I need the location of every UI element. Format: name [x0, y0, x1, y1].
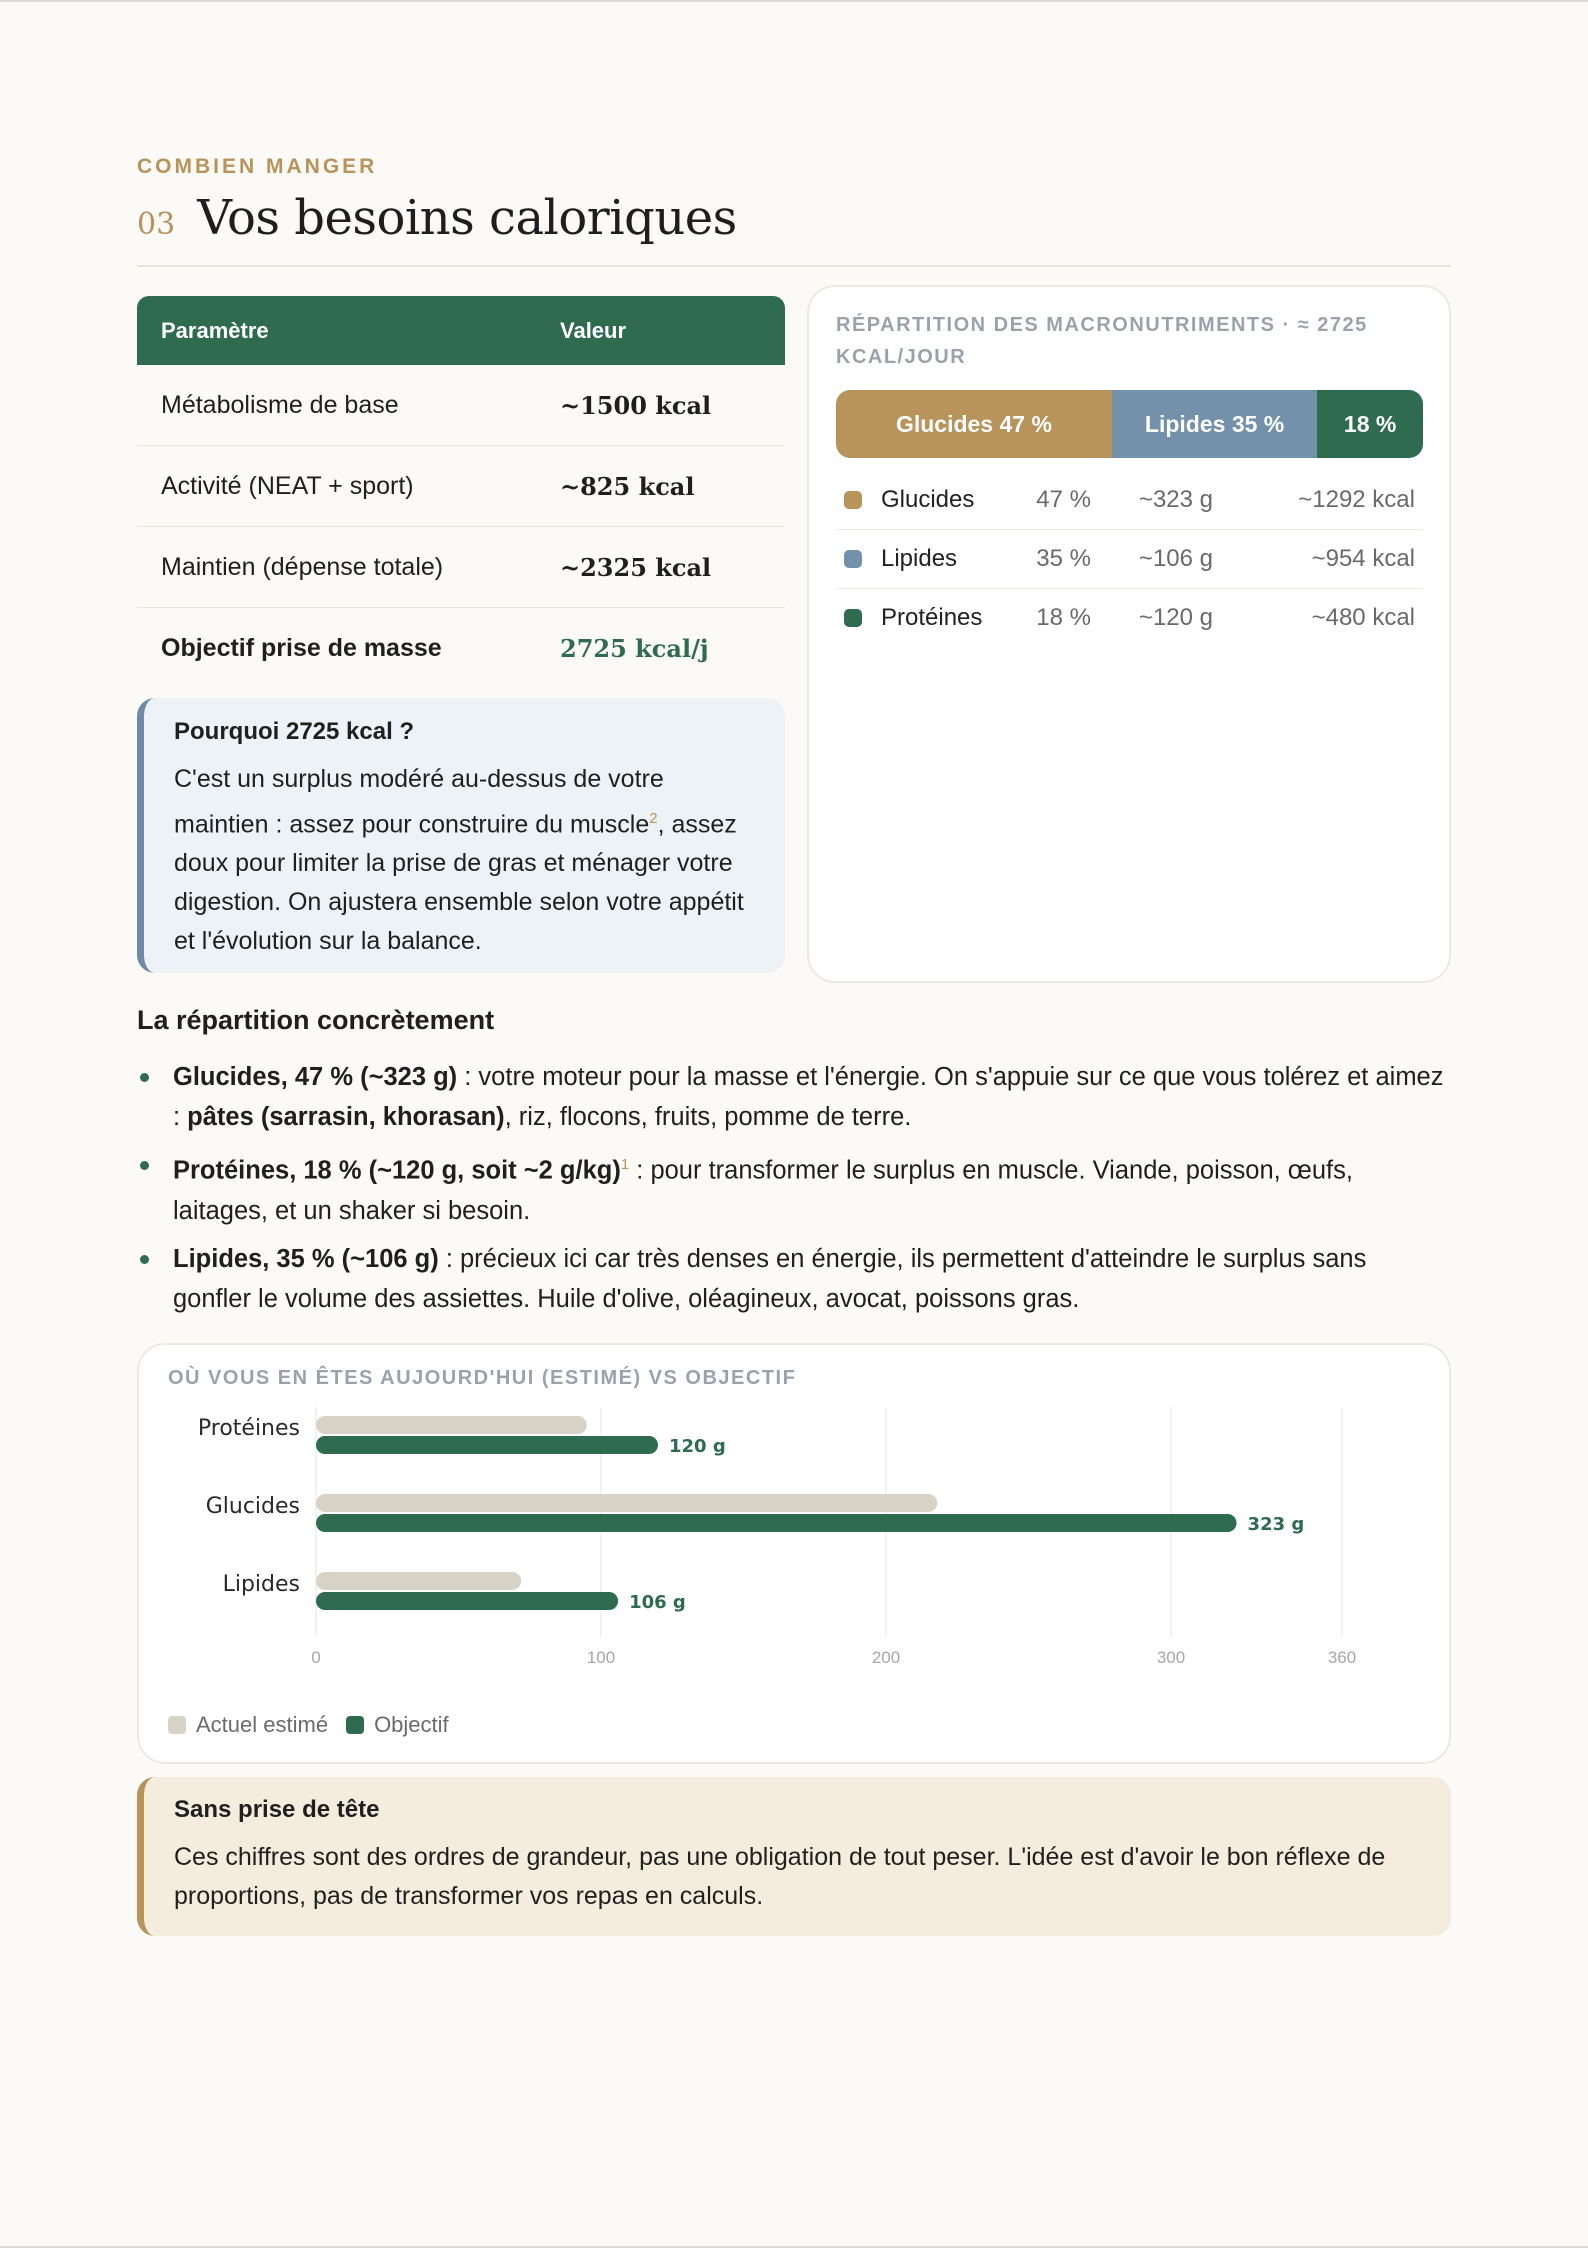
why-note-title: Pourquoi 2725 kcal ? — [174, 718, 415, 745]
calorie-table — [137, 296, 785, 688]
macro-kcal: ~480 kcal — [1311, 604, 1415, 631]
row-label: Objectif prise de masse — [161, 633, 442, 662]
table-row — [137, 446, 785, 527]
macro-kcal: ~954 kcal — [1311, 545, 1415, 572]
item-text: : votre moteur pour la masse et l'énergie. On s'appuie sur ce que vous tolérez et aimez : — [173, 1063, 1444, 1131]
table-header — [137, 296, 785, 365]
x-tick-label: 300 — [1156, 1648, 1186, 1667]
chart-title: OÙ VOUS EN ÊTES AUJOURD'HUI (ESTIMÉ) VS OBJECTIF — [168, 1367, 797, 1389]
section-number: 03 — [137, 207, 176, 242]
macro-grams: ~106 g — [1138, 545, 1213, 572]
footnote-ref[interactable]: 2 — [649, 810, 658, 827]
macro-color-swatch — [844, 491, 862, 509]
tip-note — [137, 1777, 1451, 1936]
why-note — [137, 698, 785, 973]
row-value: ~2325 kcal — [560, 552, 712, 582]
row-label: Métabolisme de base — [161, 390, 399, 419]
tip-note-text: Ces chiffres sont des ordres de grandeur, pas une obligation de tout peser. L'idée est d'avoir le bon réflexe de proportions, pas de transformer vos repas en calculs. — [174, 1843, 1386, 1910]
macro-segment-proteines: 18 % — [1317, 390, 1423, 458]
row-value: ~825 kcal — [560, 471, 695, 501]
title-divider — [137, 265, 1451, 267]
bar-actuel — [316, 1494, 937, 1512]
macro-row — [836, 589, 1423, 647]
macro-row — [836, 530, 1423, 589]
bar-objectif — [316, 1436, 658, 1454]
macro-name: Lipides — [881, 545, 958, 572]
item-text: : pour transformer le surplus en muscle. Viande, poisson, œufs, laitages, et un shaker si besoin. — [173, 1156, 1353, 1225]
item-bold: pâtes (sarrasin, khorasan) — [187, 1103, 505, 1131]
bar-value-label: 120 g — [669, 1436, 726, 1457]
macro-card — [807, 285, 1451, 983]
macro-percent: 35 % — [1036, 545, 1091, 572]
item-bold: Lipides, 35 % (~106 g) — [173, 1244, 439, 1273]
why-note-text — [174, 760, 759, 961]
why-note-text-part: , assez doux pour limiter la prise de gras et ménager votre digestion. On ajustera ensemble selon votre appétit et l'évolution sur la balance. — [174, 810, 744, 956]
list-item — [137, 1239, 1451, 1319]
table-row — [137, 527, 785, 608]
section-kicker: COMBIEN MANGER — [137, 155, 378, 178]
bar-value-label: 323 g — [1247, 1514, 1305, 1535]
tip-note-title: Sans prise de tête — [174, 1796, 380, 1823]
macro-name: Glucides — [881, 486, 975, 513]
legend-swatch-objectif — [346, 1716, 364, 1734]
chart-legend — [168, 1712, 449, 1738]
legend-label-objectif: Objectif — [374, 1712, 449, 1737]
macro-stacked-bar — [836, 390, 1423, 458]
category-label: Lipides — [222, 1572, 300, 1597]
page-title: Vos besoins caloriques — [197, 190, 737, 246]
macro-list — [836, 471, 1423, 647]
bar-value-label: 106 g — [629, 1592, 686, 1613]
macro-card-heading: RÉPARTITION DES MACRONUTRIMENTS · ≈ 2725 KCAL/JOUR — [836, 314, 1368, 368]
why-note-text-part: C'est un surplus modéré au-dessus de votre maintien : assez pour construire du muscle — [174, 765, 664, 839]
macro-segment-glucides: Glucides 47 % — [836, 390, 1112, 458]
x-tick-label: 360 — [1327, 1648, 1357, 1667]
footnote-ref[interactable]: 1 — [620, 1156, 630, 1173]
repartition-title: La répartition concrètement — [137, 1005, 495, 1035]
row-label: Maintien (dépense totale) — [161, 552, 444, 581]
list-item — [137, 1145, 1451, 1231]
bar-actuel — [316, 1572, 521, 1590]
bar-chart — [139, 1385, 1449, 1725]
macro-percent: 47 % — [1036, 486, 1091, 513]
bar-objectif — [316, 1514, 1237, 1532]
macro-kcal: ~1292 kcal — [1298, 486, 1415, 513]
table-row-goal — [137, 608, 785, 688]
chart-card — [137, 1343, 1451, 1764]
macro-grams: ~323 g — [1138, 486, 1213, 513]
list-item — [137, 1057, 1451, 1137]
x-tick-label: 0 — [311, 1648, 321, 1667]
row-value: 2725 kcal/j — [560, 633, 709, 663]
repartition-list — [137, 1057, 1451, 1327]
macro-segment-lipides: Lipides 35 % — [1112, 390, 1317, 458]
macro-grams: ~120 g — [1138, 604, 1213, 631]
table-row — [137, 365, 785, 446]
macro-color-swatch — [844, 550, 862, 568]
item-text: , riz, flocons, fruits, pomme de terre. — [504, 1103, 912, 1131]
bar-objectif — [316, 1592, 618, 1610]
macro-name: Protéines — [881, 604, 983, 631]
item-bold: Glucides, 47 % (~323 g) — [173, 1063, 458, 1091]
x-tick-label: 200 — [871, 1648, 901, 1667]
row-label: Activité (NEAT + sport) — [161, 471, 414, 500]
row-value: ~1500 kcal — [560, 390, 712, 420]
item-text: : précieux ici car très denses en énergie, ils permettent d'atteindre le surplus sans gonfler le volume des assiettes. Huile d'olive, oléagineux, avocat, poissons gras. — [173, 1244, 1367, 1313]
category-label: Protéines — [197, 1416, 300, 1441]
x-tick-label: 100 — [586, 1648, 616, 1667]
top-border — [0, 0, 1588, 2]
title-row — [137, 190, 737, 246]
table-header-value: Valeur — [560, 317, 627, 343]
legend-label-actuel: Actuel estimé — [196, 1712, 329, 1737]
macro-row — [836, 471, 1423, 530]
macro-color-swatch — [844, 609, 862, 627]
legend-swatch-actuel — [168, 1716, 186, 1734]
category-label: Glucides — [205, 1494, 300, 1519]
item-bold: Protéines, 18 % (~120 g, soit ~2 g/kg) — [173, 1156, 621, 1185]
macro-percent: 18 % — [1036, 604, 1091, 631]
table-header-param: Paramètre — [161, 317, 269, 343]
bar-actuel — [316, 1416, 587, 1434]
